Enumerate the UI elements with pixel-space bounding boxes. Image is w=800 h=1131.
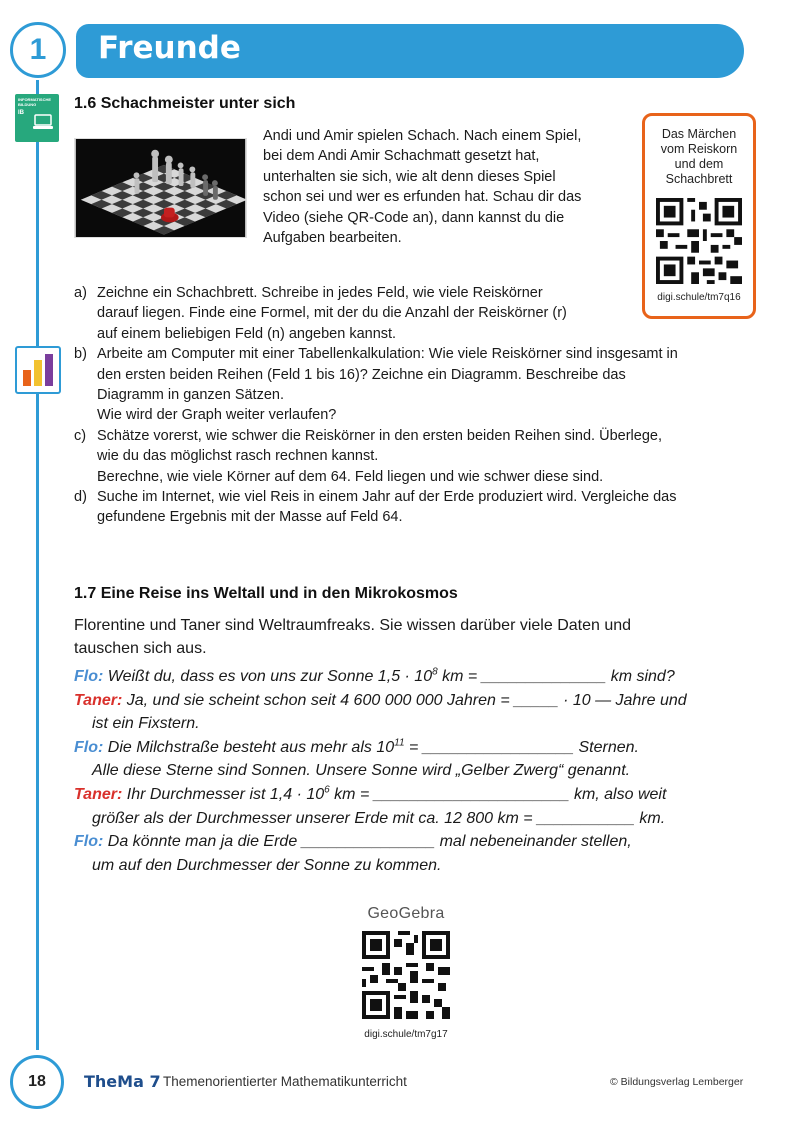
- task-line: Diagramm in ganzen Sätzen.: [97, 387, 284, 404]
- task-line: wie du das möglichst rasch rechnen kannst.: [97, 448, 379, 465]
- dialog-text: Da könnte man ja die Erde _______________ mal nebeneinander stellen,: [103, 833, 632, 851]
- exponent: 6: [324, 784, 330, 796]
- intro-line: bei dem Andi Amir Schachmatt gesetzt hat,: [263, 148, 540, 165]
- qr-code-icon[interactable]: [655, 198, 743, 284]
- task-marker: a): [74, 285, 87, 301]
- dialog-line: [74, 783, 754, 807]
- geogebra-logo: GeoGebra: [367, 905, 445, 922]
- footer-subtitle: Themenorientierter Mathematikunterricht: [163, 1074, 407, 1089]
- qr-code-icon[interactable]: [362, 931, 450, 1019]
- task-item: [74, 283, 749, 344]
- dialog-text: um auf den Durchmesser der Sonne zu kommen.: [92, 856, 442, 874]
- dialog: [74, 665, 754, 877]
- intro-line: Florentine und Taner sind Weltraumfreaks. Sie wissen darüber viele Daten und: [74, 617, 632, 634]
- dialog-line: [74, 854, 754, 878]
- task-line: den ersten beiden Reihen (Feld 1 bis 16)? Zeichne ein Diagramm. Beschreibe das: [97, 366, 626, 383]
- task-line: Arbeite am Computer mit einer Tabellenkalkulation: Wie viele Reiskörner sind insgesamt in: [97, 346, 678, 363]
- page-number: 18: [10, 1055, 64, 1109]
- qr-title-line: vom Reiskorn: [660, 142, 738, 156]
- informatics-badge-short: IB: [18, 110, 24, 116]
- dialog-line: [74, 712, 754, 736]
- qr-title-line: Das Märchen: [661, 127, 737, 141]
- dialog-line: [74, 759, 754, 783]
- task-line: Suche im Internet, wie viel Reis in einem Jahr auf der Erde produziert wird. Vergleiche das: [97, 489, 677, 506]
- chapter-title: Freunde: [98, 30, 241, 66]
- dialog-text: = _________________ Sternen.: [404, 738, 639, 756]
- dialog-line: [74, 736, 754, 760]
- qr-title-line: Schachbrett: [665, 172, 733, 186]
- margin-line: [36, 80, 39, 1050]
- dialog-line: [74, 830, 754, 854]
- task-marker: c): [74, 427, 87, 444]
- section-heading-1-6: 1.6 Schachmeister unter sich: [74, 95, 296, 112]
- section-heading-1-7: 1.7 Eine Reise ins Weltall und in den Mikrokosmos: [74, 585, 458, 602]
- intro-line: schon sei und wer es erfunden hat. Schau dir das: [263, 189, 582, 206]
- speaker-flo: Flo:: [74, 738, 104, 756]
- task-line: auf einem beliebigen Feld (n) angeben kannst.: [97, 325, 397, 342]
- dialog-text: Alle diese Sterne sind Sonnen. Unsere Sonne wird „Gelber Zwerg“ genannt.: [92, 762, 631, 780]
- task-line: Zeichne ein Schachbrett. Schreibe in jedes Feld, wie viele Reiskörner: [97, 285, 543, 301]
- dialog-text: Weißt du, dass es von uns zur Sonne 1,5 · 10: [103, 668, 433, 685]
- informatics-badge: [15, 94, 59, 142]
- intro-line: Video (siehe QR-Code an), dann kannst du die: [263, 209, 565, 226]
- dialog-line: [74, 807, 754, 831]
- task-marker: b): [74, 346, 87, 363]
- intro-line: Aufgaben bearbeiten.: [263, 230, 402, 247]
- task-line: gefundene Ergebnis mit der Masse auf Feld 64.: [97, 509, 403, 526]
- dialog-text: Ihr Durchmesser ist 1,4 · 10: [122, 785, 325, 803]
- task-list: [74, 283, 749, 528]
- chapter-number: 1: [10, 22, 66, 78]
- exponent: 11: [394, 737, 405, 749]
- dialog-text: km = ______________ km sind?: [437, 668, 675, 685]
- exponent: 8: [432, 666, 438, 678]
- informatics-badge-label: INFORMATISCHE BILDUNG: [18, 97, 52, 107]
- geogebra-qr[interactable]: [356, 905, 456, 1040]
- section2-intro: [74, 614, 754, 660]
- task-item: [74, 426, 749, 487]
- speaker-flo: Flo:: [74, 668, 104, 685]
- intro-line: Andi und Amir spielen Schach. Nach einem Spiel,: [263, 128, 582, 144]
- task-line: Berechne, wie viele Körner auf dem 64. Feld liegen und wie schwer diese sind.: [97, 468, 604, 485]
- qr-title: [645, 127, 753, 187]
- qr-url[interactable]: digi.schule/tm7q16: [657, 292, 741, 303]
- task-line: Schätze vorerst, wie schwer die Reiskörner in den ersten beiden Reihen sind. Überlege,: [97, 427, 662, 444]
- speaker-taner: Taner:: [74, 785, 123, 803]
- footer-brand: TheMa 7: [84, 1072, 161, 1091]
- intro-line: unterhalten sie sich, wie alt denn dieses Spiel: [263, 168, 556, 185]
- section1-intro: [263, 126, 633, 248]
- footer-copyright: © Bildungsverlag Lemberger: [610, 1076, 744, 1088]
- speaker-taner: Taner:: [74, 691, 123, 709]
- task-line: darauf liegen. Finde eine Formel, mit der du die Anzahl der Reiskörner (r): [97, 305, 567, 322]
- task-marker: d): [74, 489, 87, 506]
- dialog-text: Die Milchstraße besteht aus mehr als 10: [103, 738, 395, 756]
- qr-title-line: und dem: [674, 157, 724, 171]
- spreadsheet-badge: [15, 346, 61, 394]
- speaker-flo: Flo:: [74, 833, 104, 851]
- dialog-line: [74, 665, 754, 689]
- chess-board-image: [74, 138, 247, 238]
- computer-icon: [32, 114, 54, 130]
- task-line: Wie wird der Graph weiter verlaufen?: [97, 407, 337, 424]
- dialog-text: größer als der Durchmesser unserer Erde mit ca. 12 800 km = ___________ km.: [92, 809, 666, 827]
- bar-chart-icon: [21, 352, 55, 388]
- geogebra-url[interactable]: digi.schule/tm7g17: [364, 1029, 448, 1040]
- task-item: [74, 344, 749, 426]
- dialog-text: ist ein Fixstern.: [92, 715, 200, 733]
- dialog-line: [74, 689, 754, 713]
- task-item: [74, 487, 749, 528]
- intro-line: tauschen sich aus.: [74, 640, 207, 657]
- dialog-text: km = ______________________ km, also weit: [329, 785, 667, 803]
- dialog-text: Ja, und sie scheint schon seit 4 600 000 000 Jahren = _____ · 10 ― Jahre und: [122, 691, 687, 709]
